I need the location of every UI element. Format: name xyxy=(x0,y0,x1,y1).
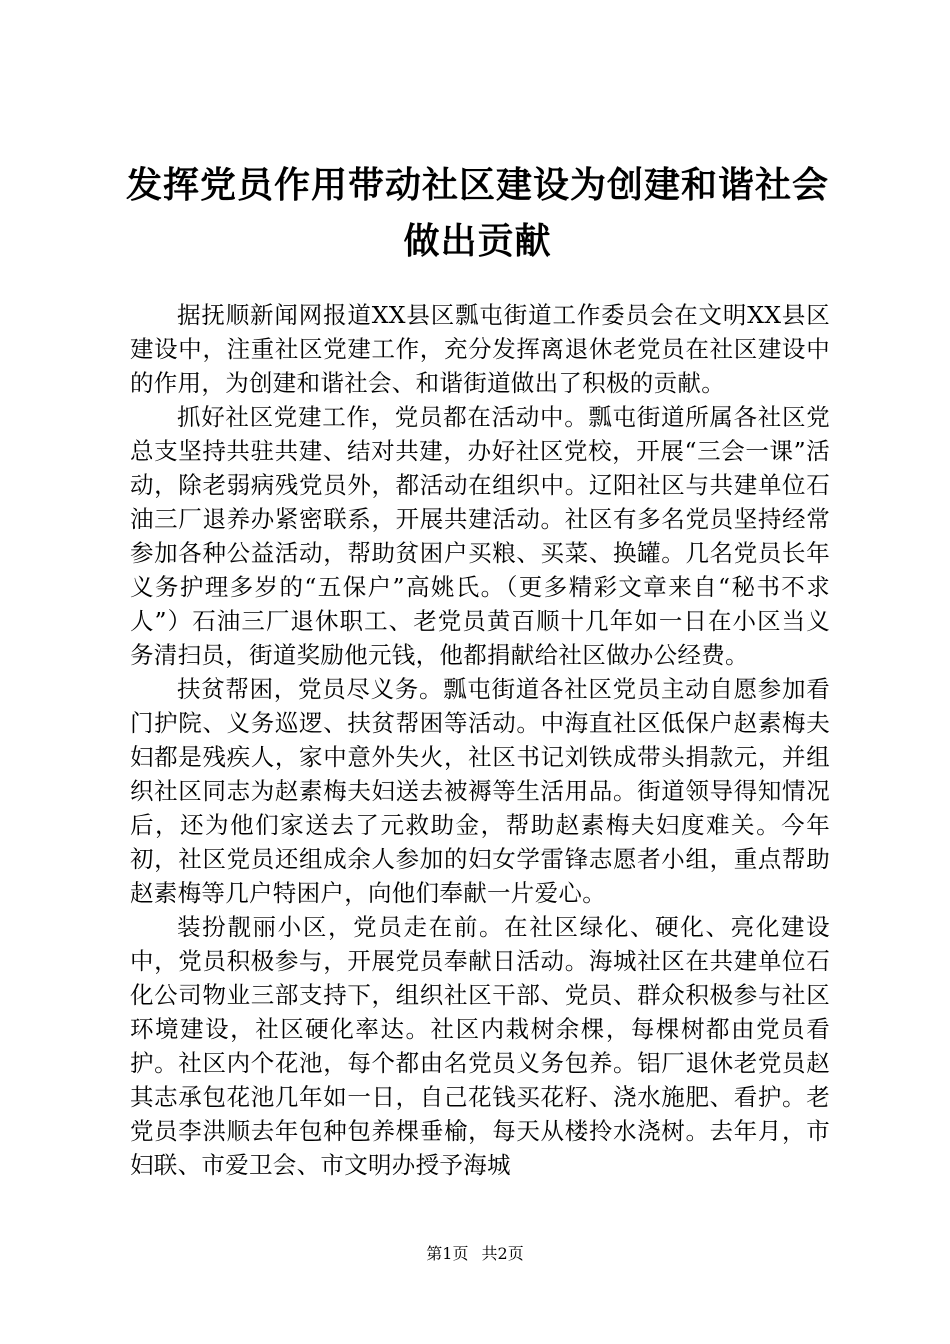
page-footer xyxy=(0,1244,950,1264)
page-total: 共2页 xyxy=(481,1244,524,1263)
page-number: 第1页 xyxy=(426,1244,469,1263)
paragraph: 扶贫帮困，党员尽义务。瓢屯街道各社区党员主动自愿参加看门护院、义务巡逻、扶贫帮困等活动。中海直社区低保户赵素梅夫妇都是残疾人，家中意外失火，社区书记刘铁成带头捐款元，并组织社区同志为赵素梅夫妇送去被褥等生活用品。街道领导得知情况后，还为他们家送去了元救助金，帮助赵素梅夫妇度难关。今年初，社区党员还组成余人参加的妇女学雷锋志愿者小组，重点帮助赵素梅等几户特困户，向他们奉献一片爱心。 xyxy=(130,675,830,907)
document-body xyxy=(130,298,830,1182)
paragraph: 抓好社区党建工作，党员都在活动中。瓢屯街道所属各社区党总支坚持共驻共建、结对共建，办好社区党校，开展“三会一课”活动，除老弱病残党员外，都活动在组织中。辽阳社区与共建单位石油三厂退养办紧密联系，开展共建活动。社区有多名党员坚持经常参加各种公益活动，帮助贫困户买粮、买菜、换罐。几名党员长年义务护理多岁的“五保户”高姚氏。（更多精彩文章来自“秘书不求人”）石油三厂退休职工、老党员黄百顺十几年如一日在小区当义务清扫员，街道奖励他元钱，他都捐献给社区做办公经费。 xyxy=(130,403,830,669)
document-title: 发挥党员作用带动社区建设为创建和谐社会做出贡献 xyxy=(125,165,829,262)
paragraph: 装扮靓丽小区，党员走在前。在社区绿化、硬化、亮化建设中，党员积极参与，开展党员奉献日活动。海城社区在共建单位石化公司物业三部支持下，组织社区干部、党员、群众积极参与社区环境建设，社区硬化率达。社区内栽树余棵，每棵树都由党员看护。社区内个花池，每个都由名党员义务包养。铝厂退休老党员赵其志承包花池几年如一日，自己花钱买花籽、浇水施肥、看护。老党员李洪顺去年包种包养棵垂榆，每天从楼拎水浇树。去年月，市妇联、市爱卫会、市文明办授予海城 xyxy=(130,913,830,1179)
paragraph: 据抚顺新闻网报道XX县区瓢屯街道工作委员会在文明XX县区建设中，注重社区党建工作，充分发挥离退休老党员在社区建设中的作用，为创建和谐社会、和谐街道做出了积极的贡献。 xyxy=(130,301,830,397)
